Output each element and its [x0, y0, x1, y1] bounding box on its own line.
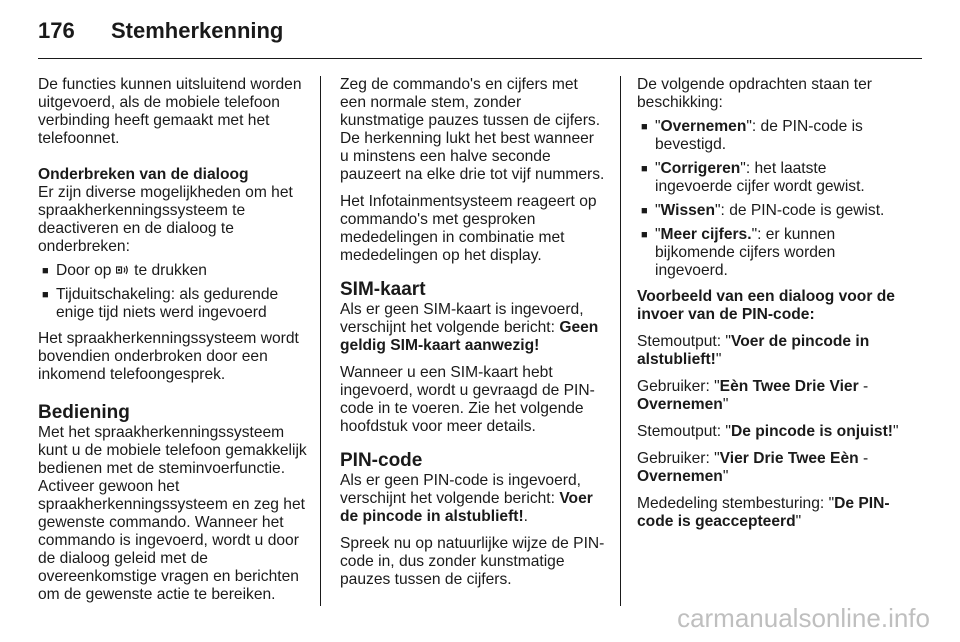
header-rule	[38, 58, 922, 59]
dialog-line: Gebruiker: "Vier Drie Twee Eèn - Overnemen"	[637, 450, 869, 485]
commands-intro: De volgende opdrachten staan ter beschikking:	[637, 76, 872, 111]
watermark: carmanualsonline.info	[677, 603, 930, 633]
column-divider	[620, 76, 621, 606]
column-3	[637, 76, 905, 540]
pin-text-2: Spreek nu op natuurlijke wijze de PIN-code in, dus zonder kunstmatige pauzes tussen de cijfers.	[340, 535, 605, 588]
intro-paragraph: De functies kunnen uitsluitend worden uitgevoerd, als de mobiele telefoon verbinding heeft gemaakt met het telefoonnet.	[38, 76, 302, 147]
list-item: ■ "Wissen": de PIN-code is gewist.	[637, 202, 905, 220]
list-item: ■ Tijduitschakeling: als gedurende enige tijd niets werd ingevoerd	[38, 286, 310, 322]
list-item: ■ "Corrigeren": het laatste ingevoerde cijfer wordt gewist.	[637, 160, 905, 196]
column-2	[340, 76, 606, 598]
column-divider	[320, 76, 321, 606]
list-item: ■ "Overnemen": de PIN-code is bevestigd.	[637, 118, 905, 154]
bediening-text: Met het spraakherkenningssysteem kunt u de mobiele telefoon gemakkelijk bedienen met de steminvoerfunctie. Activeer gewoon het spraakherkenningssysteem en zeg het gewenste commando. Wanneer het commando is ingevoerd, wordt u door de dialoog geleid met de overeenkomstige vragen en berichten om de gewenste actie te bereiken.	[38, 424, 307, 603]
pin-heading: PIN-code	[340, 450, 423, 471]
sim-text: Als er geen SIM-kaart is ingevoerd, verschijnt het volgende bericht: Geen geldig SIM-kaart aanwezig!	[340, 301, 599, 354]
interrupt-text: Er zijn diverse mogelijkheden om het spraakherkenningssysteem te deactiveren en de dialoog te onderbreken:	[38, 184, 293, 255]
commands-list	[637, 118, 905, 280]
list-item: ■ "Meer cijfers.": er kunnen bijkomende cijfers worden ingevoerd.	[637, 226, 905, 280]
infotainment-paragraph: Het Infotainmentsysteem reageert op commando's met gesproken mededelingen in combinatie met mededelingen op het display.	[340, 193, 597, 264]
page-header	[38, 18, 922, 60]
pin-text: Als er geen PIN-code is ingevoerd, verschijnt het volgende bericht: Voer de pincode in alstublieft!.	[340, 472, 593, 525]
dialog-line: Stemoutput: "Voer de pincode in alstublieft!"	[637, 333, 870, 368]
page-number: 176	[38, 18, 75, 43]
dialog-line: Gebruiker: "Eèn Twee Drie Vier - Overnemen"	[637, 378, 869, 413]
example-heading: Voorbeeld van een dialoog voor de invoer van de PIN-code:	[637, 288, 895, 323]
bediening-heading: Bediening	[38, 402, 130, 423]
voice-control-icon	[116, 264, 130, 276]
sim-heading: SIM-kaart	[340, 279, 426, 300]
interrupt-list	[38, 262, 310, 322]
speech-paragraph: Zeg de commando's en cijfers met een normale stem, zonder kunstmatige pauzes tussen de cijfers. De herkenning lukt het best wanneer u minstens een halve seconde pauzeert na elke drie tot vijf nummers.	[340, 76, 605, 183]
dialog-line: Stemoutput: "De pincode is onjuist!"	[637, 423, 899, 440]
list-item: ■ Door op te drukken	[38, 262, 310, 280]
interrupt-heading: Onderbreken van de dialoog	[38, 166, 249, 183]
column-1	[38, 76, 310, 613]
section-title: Stemherkenning	[111, 18, 284, 43]
sim-text-2: Wanneer u een SIM-kaart hebt ingevoerd, wordt u gevraagd de PIN-code in te voeren. Zie het volgende hoofdstuk voor meer details.	[340, 364, 595, 435]
dialog-line: Mededeling stembesturing: "De PIN-code is geaccepteerd"	[637, 495, 890, 530]
interrupt-call-text: Het spraakherkenningssysteem wordt bovendien onderbroken door een inkomend telefoongesprek.	[38, 330, 299, 383]
